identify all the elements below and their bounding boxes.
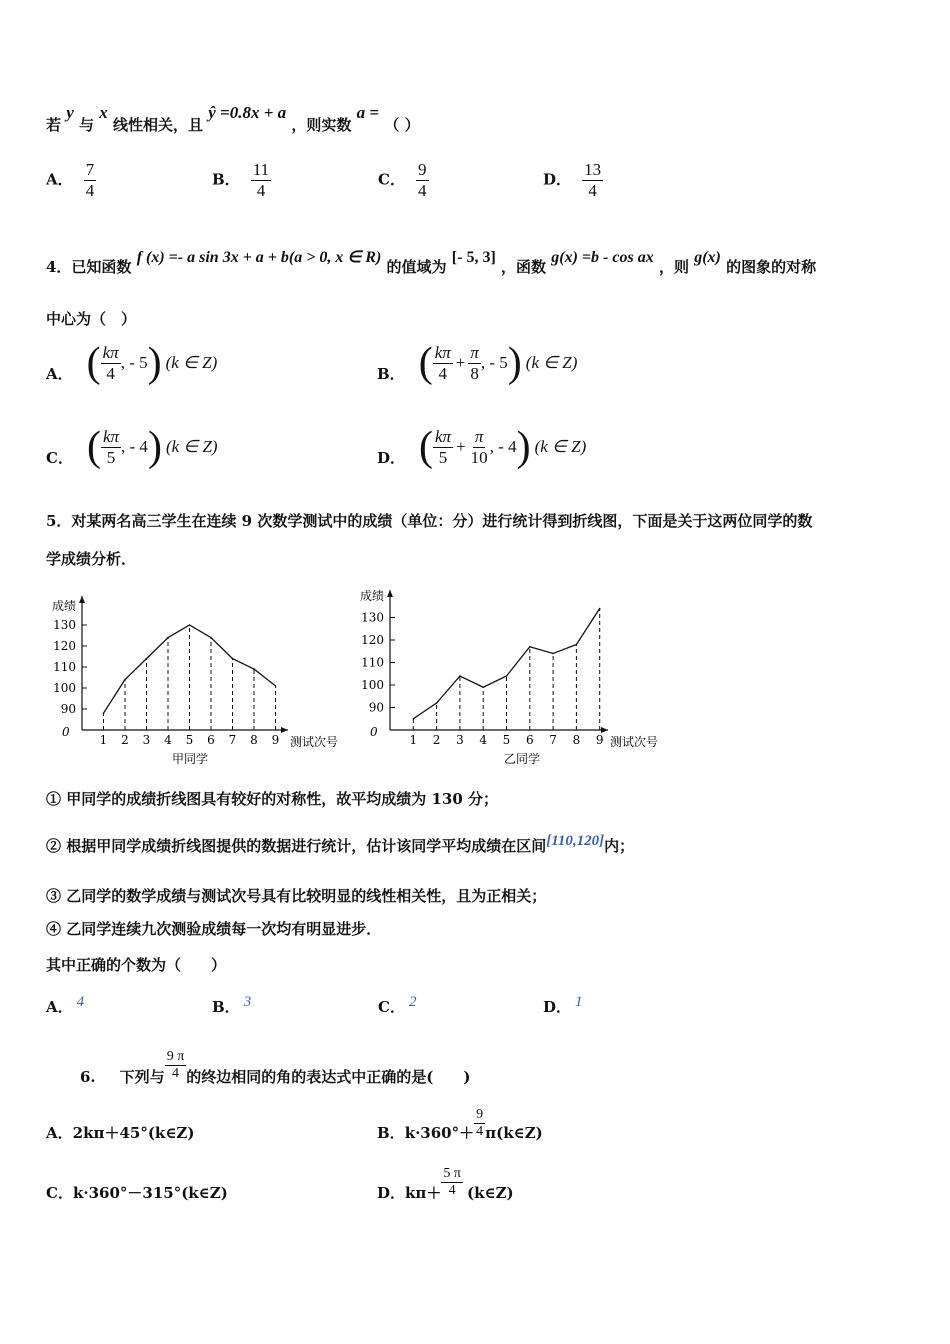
x-tick-label: 9 bbox=[595, 733, 604, 747]
x-tick-label: 2 bbox=[121, 733, 129, 747]
q5-option-d[interactable]: D． 1 bbox=[543, 994, 583, 1016]
q5-option-c[interactable]: C． 2 bbox=[378, 994, 417, 1016]
q5-stem-line1: 5．对某两名高三学生在连续 9 次数学测试中的成绩（单位：分）进行统计得到折线图，下面是关于这两位同学的数 bbox=[46, 512, 813, 530]
q6-option-b[interactable]: B． k·360°＋ $\frac{9}{4}$ π(k∈Z) bbox=[377, 1106, 543, 1142]
x-tick-label: 7 bbox=[228, 733, 237, 747]
q5-statement-4: ④ 乙同学连续九次测验成绩每一次均有明显进步． bbox=[46, 920, 382, 938]
q5-ask: 其中正确的个数为（ ） bbox=[46, 956, 227, 974]
x-tick-label: 3 bbox=[456, 733, 464, 747]
data-point bbox=[275, 685, 277, 687]
chart-title: 乙同学 bbox=[503, 752, 541, 766]
q4-option-d[interactable]: D． ( $\frac{k\pi}{5}$ + $\frac{\pi}{10}$ , - 4 ) (k ∈ Z) bbox=[377, 424, 587, 470]
data-point bbox=[146, 658, 148, 660]
data-point bbox=[436, 702, 438, 704]
chart-yi bbox=[350, 580, 680, 768]
x-tick-label: 5 bbox=[185, 733, 194, 747]
q6-option-a[interactable]: A．2kπ＋45°(k∈Z) bbox=[46, 1124, 195, 1142]
y-axis-label: 成绩 bbox=[52, 599, 77, 613]
q5-stem-line2: 学成绩分析． bbox=[46, 550, 137, 568]
data-point bbox=[253, 668, 255, 670]
q6-stem: 6. 下列与 $\frac{9 \pi}{4}$ 的终边相同的角的表达式中正确的是( ) bbox=[80, 1048, 471, 1086]
q3-option-d[interactable]: D． $\frac{13}{4}$ bbox=[543, 160, 602, 200]
x-tick-label: 5 bbox=[502, 733, 511, 747]
q4-option-b[interactable]: B． ( $\frac{k\pi}{4}$ + $\frac{\pi}{8}$ , - 5 ) (k ∈ Z) bbox=[377, 340, 578, 386]
series-line bbox=[413, 609, 599, 719]
x-tick-label: 2 bbox=[432, 733, 441, 747]
y-tick-label: 110 bbox=[361, 655, 384, 670]
data-point bbox=[576, 644, 578, 646]
q4-f-expr: f (x) =- a sin 3x + a + b(a > 0, x ∈ R) bbox=[136, 249, 382, 266]
x-axis-label: 测试次号 bbox=[610, 735, 659, 749]
origin-label: 0 bbox=[370, 725, 378, 739]
x-tick-label: 6 bbox=[525, 733, 534, 747]
q4-stem-line2: 中心为（ ） bbox=[46, 310, 137, 328]
x-tick-label: 6 bbox=[207, 733, 215, 747]
x-tick-label: 4 bbox=[164, 733, 172, 747]
x-axis-arrow bbox=[281, 727, 288, 733]
q3-formula: ŷ =0.8x + a bbox=[208, 103, 287, 122]
data-point bbox=[482, 686, 484, 688]
origin-label: 0 bbox=[62, 725, 70, 739]
x-tick-label: 1 bbox=[99, 733, 108, 747]
q5-option-a[interactable]: A． 4 bbox=[46, 994, 85, 1016]
x-tick-label: 8 bbox=[572, 733, 581, 747]
y-tick-label: 90 bbox=[60, 702, 76, 716]
data-point bbox=[124, 679, 126, 681]
data-point bbox=[599, 608, 601, 610]
q6-option-d[interactable]: D． kπ＋ $\frac{5 \pi}{4}$ (k∈Z) bbox=[377, 1165, 514, 1202]
y-axis-arrow bbox=[387, 590, 393, 597]
data-point bbox=[103, 712, 105, 714]
data-point bbox=[506, 675, 508, 677]
q3-option-c[interactable]: C． $\frac{9}{4}$ bbox=[378, 160, 427, 200]
y-tick-label: 120 bbox=[53, 639, 76, 653]
x-axis-label: 测试次号 bbox=[290, 735, 339, 749]
x-tick-label: 1 bbox=[409, 733, 418, 747]
q4-option-a[interactable]: A． ( $\frac{k\pi}{4}$ , - 5 ) (k ∈ Z) bbox=[46, 340, 218, 386]
q6-option-c[interactable]: C．k·360°－315°(k∈Z) bbox=[46, 1184, 228, 1202]
y-tick-label: 90 bbox=[368, 700, 384, 715]
data-point bbox=[529, 646, 531, 648]
data-point bbox=[413, 718, 415, 720]
data-point bbox=[232, 658, 234, 660]
data-point bbox=[189, 624, 191, 626]
q3-stem: 若 y 与 x 线性相关，且 ŷ =0.8x + a ，则实数 a = （ ） bbox=[46, 103, 420, 134]
y-tick-label: 100 bbox=[53, 681, 76, 695]
y-axis-arrow bbox=[79, 596, 85, 603]
q4-stem: 4．已知函数 f (x) =- a sin 3x + a + b(a > 0, x ∈ R) 的值域为 [- 5, 3] ，函数 g(x) =b - cos ax ，则 g(x) 的图象的对称 bbox=[46, 249, 817, 276]
y-tick-label: 110 bbox=[53, 660, 76, 674]
x-tick-label: 8 bbox=[250, 733, 258, 747]
chart-jia bbox=[40, 588, 370, 768]
y-tick-label: 100 bbox=[361, 678, 384, 692]
data-point bbox=[552, 653, 554, 655]
x-tick-label: 7 bbox=[549, 733, 557, 747]
y-tick-label: 130 bbox=[53, 618, 76, 632]
data-point bbox=[167, 637, 169, 639]
x-tick-label: 4 bbox=[479, 733, 488, 747]
q3-option-a[interactable]: A． $\frac{7}{4}$ bbox=[46, 160, 95, 200]
y-tick-label: 120 bbox=[361, 633, 384, 647]
x-tick-label: 9 bbox=[271, 733, 280, 747]
y-tick-label: 130 bbox=[361, 610, 384, 625]
x-tick-label: 3 bbox=[142, 733, 151, 747]
q3-option-b[interactable]: B． $\frac{11}{4}$ bbox=[212, 160, 270, 200]
chart-title: 甲同学 bbox=[171, 752, 209, 766]
data-point bbox=[459, 675, 461, 677]
q5-statement-3: ③ 乙同学的数学成绩与测试次号具有比较明显的线性相关性，且为正相关； bbox=[46, 887, 547, 905]
q5-statement-1: ① 甲同学的成绩折线图具有较好的对称性，故平均成绩为 130 分； bbox=[46, 790, 498, 808]
y-axis-label: 成绩 bbox=[360, 589, 385, 603]
q5-statement-2: ② 根据甲同学成绩折线图提供的数据进行统计，估计该同学平均成绩在区间[110,120]内； bbox=[46, 833, 635, 855]
q4-option-c[interactable]: C． ( $\frac{k\pi}{5}$ , - 4 ) (k ∈ Z) bbox=[46, 424, 218, 470]
data-point bbox=[210, 637, 212, 639]
q5-option-b[interactable]: B． 3 bbox=[212, 994, 252, 1016]
